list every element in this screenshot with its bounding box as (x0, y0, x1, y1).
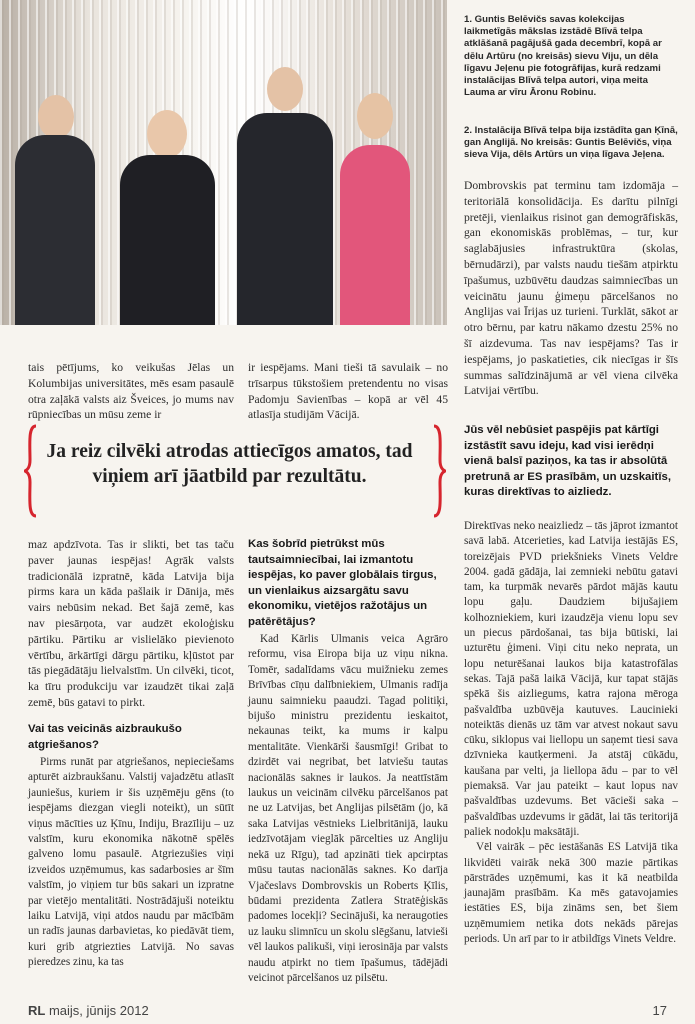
right-brace-icon (432, 424, 446, 518)
person-guntis (10, 95, 100, 325)
body-text-col3: Direktīvas neko neaizliedz – tās jāprot izmantot savā labā. Atcerieties, kad Latvija iestājās ES, toreizējais PVD priekšnieks Vinets Veldre 2004. gadā gādāja, lai zemnieki nebūtu gatavi tam, ka turpmāk nevarēs pārdot mājās kautu lopu gaļu. Daudziem bijušajiem kolhozniekiem, kuri izaudzēja vienu lopu sev un piecus pārdošanai, tas bija būtiski, lai uzturētu ģimeni. Viņi citu neko neprata, un lopu neturēšanai laukos bija katastrofālas sekas. Tajā pašā laikā Vācijā, kur tapat stājās spēkā šis aizliegums, katra rajona mēroga pašvaldība uzbūvēja kautuves. Laucinieki noteiktās dienās uz tām var atvest nokaut savu cūku, siklopus vai liellopu un saņemt tiesi sava dzīvnieka kautķermeni. Ja atstāj cūkādu, kaušana par velti, ja liellopa ādu – par to vēl piemaksā. Var jau pateikt – kaut lopus nav pašvaldības uzdevums. Bet vācieši saka – pašvaldības uzdevums ir gādāt, lai tās teritorijā paliek nodokļu maksātāji. Vēl vairāk – pēc iestāšanās ES Latvijā tika likvidēti vairāk nekā 300 mazie pārtikas pārstrādes uzņēmumi, kas it kā neatbilda jaunajām prasībām. Ka mēs gatavojamies iestāties ES, bija zināms sen, bet šiem uzņēmumiem netika dots nekāds pārejas periods. Un arī par to ir atbildīgs Vinets Veldre. (464, 520, 678, 946)
body-text-col2-top: ir iespējams. Mani tieši tā savulaik – no trīsarpus tūkstošiem pretendentu no visas Padomju Savienības – kopā ar vēl 45 atlasīja studijām Vācijā. (248, 361, 448, 422)
body-text-col1-bottom: maz apdzīvota. Tas ir slikti, bet tas taču paver jaunas iespējas! Agrāk valsts tradicionālā izpratnē, kāda Latvija bija pirms kara un kāda pašlaik ir Dānija, mēs vairs nebūsim nekad. Bet šajā zemē, kas nav piesārņota, var audzēt ekoloģisku pārtiku. Pārtiku ar vislielāko pievienoto vērtību, ārkārtīgi dārgu pārtiku, kļūstot par tās piegādātāju lielvalstīm. Un cilvēki, ticot, ka tīru produkciju var izaudzēt tikai zaļā zemē, būs gatavi to pirkt. (28, 538, 234, 709)
body-text-col1-after: Pirms runāt par atgriešanos, nepieciešams apturēt aizbraukšanu. Valstij vajadzētu atlasīt jauniešus, kuriem ir šis uzņēmēju gēns (to iespējams diezgan viegli noteikt), un sūtīt viņus mācīties uz Ķīnu, Indiju, Brazīliju – uz valstīm, kuru ekonomika nākotnē spēlēs galveno lomu pasaulē. Atgriezušies viņi izveidos uzņēmumus, kas sadarbosies ar šīm valstīm, jo viņiem tur būs sakari un izpratne par vietējo mentalitāti. Nostrādājuši noteiktu laiku Latvijā, viņi atdos naudu par mācībām un radīs jaunas darbavietas, ko piedāvāt tiem, kuri grib atgriezties Latvijā. No savas pieredzes zinu, ka tas (28, 756, 234, 969)
page-number: 17 (652, 1003, 667, 1018)
magazine-logo: RL (28, 1003, 46, 1018)
pull-quote: Ja reiz cilvēki atrodas attiecīgos amatos, tad viņiem arī jāatbild par rezultātu. (46, 441, 413, 487)
question-right: Jūs vēl nebūsiet paspējis pat kārtīgi izstāstīt savu ideju, kad visi ierēdņi vienā balsī paziņos, ka tas ir absolūtā pretrunā ar ES prasībām, un uzskaitīs, kuras direktīvas to aizliedz. (464, 424, 671, 499)
body-text-right-top: Dombrovskis pat terminu tam izdomāja – teritoriālā konsolidācija. Es darītu pilnīgi pretēji, vienlaikus risinot gan demogrāfiskās, gan ekonomiskās problēmas, – tur, kur saglabājusies infrastruktūra (skolas, bērnudārzi), par valsts naudu tiešām atpirktu īpašumus, uzbūvētu daudzas saimniecības un veicinātu jaunu ģimeņu pārcelšanos no Anglijas vai Īrijas uz turieni. Turklāt, sākot ar otro bērnu, par katru nākamo dzestu 25% no šī aizdevuma. Tas nav iespējams? Tas ir iespējams, jo paskatieties, cik niecīgas ir šīs summas salīdzinājumā ar vēl viena cilvēka Latvijai vērtību. (464, 179, 678, 398)
issue-date: maijs, jūnijs 2012 (48, 1003, 149, 1018)
left-brace-icon (24, 424, 38, 518)
photo (0, 0, 447, 325)
person-vija (115, 110, 220, 325)
person-jelena (335, 93, 415, 325)
person-arturs (235, 67, 335, 325)
photo-caption-2: 2. Instalācija Blīvā telpa bija izstādīta gan Ķīnā, gan Anglijā. No kreisās: Guntis Belēvičs, viņa sieva Vija, dēls Artūrs un viņa līgava Jeļena. (464, 125, 678, 161)
question-2: Kas šobrīd pietrūkst mūs tautsaimniecībai, lai izmantotu iespējas, ko paver globālais tirgus, un vienlaikus aizsargātu savu ekonomiku, vietējos ražotājus un patērētājus? (248, 538, 437, 628)
question-1: Vai tas veicinās aizbraukušo atgriešanos? (28, 723, 182, 751)
footer-issue (28, 1003, 149, 1018)
body-text-col1-top: tais pētījums, ko veikušas Jēlas un Kolumbijas universitātes, mēs esam pasaulē otra zaļākā valsts aiz Šveices, jo mums nav rūpniecības un mūsu zeme ir (28, 361, 234, 422)
body-text-col2-after: Kad Kārlis Ulmanis veica Agrāro reformu, visa Eiropa bija uz viņu nikna. Tomēr, sadalīdams vācu muižnieku zemes Brīvības cīņu dalībniekiem, Ulmanis radīja jaunu saimnieku paaudzi. Tagad politiķi, bijušo ministru prezidentu ieskaitot, nekaunas teikt, ka mums ir kalpu mentalitāte. Vienkārši šausmīgi! Gribat to dzirdēt vai negribat, bet latviešu tautas nacionālās saknes ir laukos. Ja neattīstām laukus un veicinām cilvēku pārcelšanos pat ne uz Latvijas, bet Anglijas pilsētām (jo, kā saka Latvijas vēstnieks Lielbritānijā, lauku iedzīvotājam vieglāk pārcelties uz Angliju nekā uz Rīgu), tad apzināti tiek apcirptas mūsu tautas nacionālās saknes. Ko darīja Vjačeslavs Dombrovskis un Roberts Ķīlis, būdami prezidenta Zatlera Stratēģiskās padomes locekļi? Secinājuši, ka neraugoties uz lauku slimnīcu un skolu slēgšanu, latvieši vēl laukos palikuši, viņi ierosināja par valsts naudu atpirkt no tiem īpašumus, tādējādi veicinot pārcelšanos uz pilsētu. (248, 633, 448, 984)
photo-caption-1: 1. Guntis Belēvičs savas kolekcijas laikmetīgās mākslas izstādē Blīvā telpa atklāšanā pagājušā gada decembrī, kopā ar dēlu Artūru (no kreisās) sievu Viju, un dēla līgavu Jeļenu pie fotogrāfijas, kurā redzami instalācijas Blīvā telpa autori, viņa meita Lauma ar vīru Āronu Robinu. (464, 14, 662, 99)
